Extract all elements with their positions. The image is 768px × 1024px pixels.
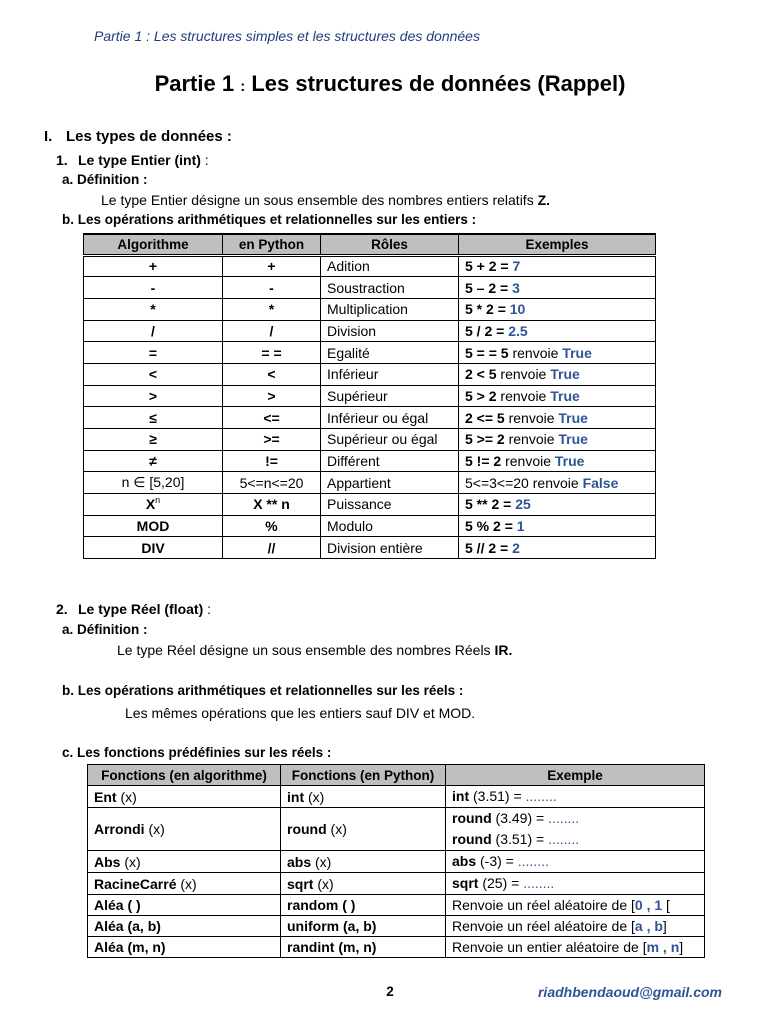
example-cell [459,298,656,320]
example-expression: 5 >= 2 [465,431,505,448]
example-result: 3 [512,279,520,296]
example-verb: renvoie [532,474,579,491]
title-part: Partie 1 [154,71,235,96]
example-verb: renvoie [500,387,547,404]
example-answer-blank: ........ [548,831,580,847]
real-functions-heading: c. Les fonctions prédéfinies sur les réels : [62,745,332,760]
table-row [84,494,656,516]
integer-definition-heading: a. Définition : [62,172,148,187]
subsection-colon: : [207,601,212,617]
python-function-cell [281,937,446,958]
algorithm-cell [84,298,223,320]
table-row [84,407,656,429]
python-function-args: (x) [317,875,334,892]
example-result: 2 [512,539,520,556]
example-cell [459,429,656,451]
range-values: a , b [634,918,663,934]
python-function-name: randint (m, n) [287,939,377,955]
python-function-args: (x) [308,788,325,805]
example-verb: renvoie [500,366,547,383]
real-definition-heading: a. Définition : [62,622,148,637]
example-function: sqrt [452,875,479,891]
header-en-python: en Python [223,234,321,255]
algorithm-cell [84,494,223,516]
integer-definition-text [101,191,550,209]
algorithm-notation: - [150,279,156,296]
python-cell [223,537,321,559]
example-cell [446,786,705,808]
python-function-name: round [287,821,327,837]
algorithm-cell [84,407,223,429]
python-function-name: uniform (a, b) [287,918,377,934]
python-function-cell [281,786,446,808]
example-result: 7 [512,258,521,275]
python-cell [223,515,321,537]
algorithm-notation: > [148,387,158,404]
example-expression: 5 % 2 = [465,518,513,535]
table-row [84,450,656,472]
range-values: m , n [646,939,680,955]
table-row [84,515,656,537]
role-cell [321,515,459,537]
python-operator: <= [263,409,280,426]
range-values: 0 , 1 [634,897,663,913]
table-row [84,320,656,342]
algorithm-function-name: Arrondi [94,821,145,837]
header-algorithme: Algorithme [84,234,223,255]
role-label: Division entière [327,539,423,556]
example-verb: renvoie [505,453,552,470]
python-cell [223,255,321,277]
python-function-cell [281,873,446,895]
python-cell [223,277,321,299]
algorithm-notation: ≥ [149,431,157,448]
python-cell [223,342,321,364]
algorithm-cell [84,363,223,385]
example-cell [459,407,656,429]
section-heading [44,128,232,146]
table-row [84,537,656,559]
python-function-name: abs [287,853,312,870]
example-cell [446,937,705,958]
table-row [88,786,705,808]
real-functions-table [87,764,705,958]
header-roles: Rôles [321,234,459,255]
example-cell [459,450,656,472]
role-cell [321,320,459,342]
role-cell [321,537,459,559]
title-text: Les structures de données (Rappel) [251,71,626,96]
example-answer-blank: ........ [548,810,580,826]
python-cell [223,363,321,385]
algorithm-cell [84,429,223,451]
table-row [84,429,656,451]
example-cell [446,895,705,916]
example-cell [459,255,656,277]
page-title [12,71,768,100]
python-cell [223,450,321,472]
example-cell [459,385,656,407]
role-label: Egalité [327,344,370,361]
example-cell [459,320,656,342]
algorithm-notation: * [150,301,156,318]
example-result: 25 [515,496,531,513]
page-number: 2 [386,984,394,999]
python-operator: != [265,453,278,470]
role-cell [321,363,459,385]
python-operator: 5<=n<=20 [239,474,304,491]
example-line [452,851,698,872]
example-result: True [558,409,588,426]
range-open-bracket: [ [631,897,635,913]
algorithm-cell [84,385,223,407]
role-label: Soustraction [327,279,405,296]
int-operations-table-body [84,255,656,559]
table-row [84,385,656,407]
range-close-bracket: ] [662,918,667,934]
python-operator: * [268,301,275,318]
python-function-args: (x) [315,853,332,870]
role-label: Puissance [327,496,392,513]
role-cell [321,277,459,299]
python-cell [223,494,321,516]
example-cell [459,472,656,494]
range-open-bracket: [ [642,939,647,955]
role-label: Inférieur [327,366,379,383]
algorithm-function-args: (x) [124,853,141,870]
role-label: Modulo [327,518,373,535]
table-header-row [88,765,705,786]
python-cell [223,407,321,429]
example-result: 2.5 [508,322,528,339]
example-result: True [562,344,592,361]
table-row [84,472,656,494]
example-result: True [550,366,580,383]
subsection-colon: : [204,152,209,168]
algorithm-function-name: RacineCarré [94,875,177,892]
example-cell [459,277,656,299]
algorithm-function-name: Aléa (m, n) [94,939,166,955]
role-label: Adition [327,258,370,275]
title-separator: : [240,78,246,95]
table-row [84,298,656,320]
algorithm-notation: / [151,322,155,339]
algorithm-notation: < [148,366,158,383]
python-function-cell [281,851,446,873]
example-result: True [554,453,585,470]
subsection-title: Le type Entier (int) [78,152,201,168]
example-line [452,808,698,829]
table-row [88,916,705,937]
algorithm-function-cell [88,851,281,873]
header-exemple: Exemple [446,765,705,786]
definition-sentence: Le type Entier désigne un sous ensemble des nombres entiers relatifs [101,192,534,208]
algorithm-notation: + [148,258,158,275]
table-row [88,895,705,916]
example-expression: 2 <= 5 [465,409,505,426]
example-function: abs [452,853,477,869]
header-fonctions-algorithme: Fonctions (en algorithme) [88,765,281,786]
range-open-bracket: [ [631,918,635,934]
section-title: Les types de données : [66,128,232,145]
role-label: Division [327,322,377,339]
python-function-cell [281,808,446,851]
python-operator: < [267,366,276,383]
definition-sentence: Le type Réel désigne un sous ensemble des nombres Réels [117,642,491,658]
algorithm-cell [84,450,223,472]
role-cell [321,385,459,407]
algorithm-function-args: (x) [180,875,197,892]
table-row [88,808,705,851]
example-expression: 2 < 5 [465,366,497,383]
example-line [452,873,698,894]
algorithm-function-cell [88,873,281,895]
section-number: I. [44,128,53,145]
example-answer-blank: ........ [525,788,557,804]
python-cell [223,298,321,320]
algorithm-cell [84,342,223,364]
algorithm-function-name: Abs [94,853,121,870]
algorithm-notation: ≠ [149,453,157,470]
algorithm-function-cell [88,916,281,937]
real-definition-text [117,641,512,659]
example-verb: renvoie [508,409,555,426]
algorithm-function-cell [88,895,281,916]
table-row [84,277,656,299]
example-call: (-3) = [480,853,514,869]
table-row [84,342,656,364]
example-function: int [452,788,470,804]
subsection-number: 1. [56,152,68,168]
algorithm-cell [84,515,223,537]
range-close-bracket: ] [679,939,684,955]
algorithm-notation: = [148,344,158,361]
algorithm-notation: DIV [141,539,165,556]
python-operator: % [265,518,278,535]
python-operator: - [269,279,274,296]
example-verb: renvoie [508,431,555,448]
example-function: round [452,810,492,826]
description-text: Renvoie un réel aléatoire de [452,897,628,913]
example-line [452,829,698,850]
python-operator: + [267,258,276,275]
role-cell [321,342,459,364]
role-label: Supérieur [327,387,388,404]
role-cell [321,255,459,277]
algorithm-cell [84,320,223,342]
range-close-bracket: [ [662,897,670,913]
example-result: True [558,431,588,448]
example-call: (25) = [482,875,520,891]
example-call: (3.51) = [495,831,545,847]
role-cell [321,494,459,516]
python-operator: = = [261,344,282,361]
author-email: riadhbendaoud@gmail.com [537,984,722,1000]
table-row [84,255,656,277]
example-expression: 5 // 2 = [465,539,509,556]
table-row [88,873,705,895]
example-expression: 5 * 2 = [465,301,506,318]
algorithm-function-cell [88,808,281,851]
exponent: n [155,495,161,506]
python-operator: X ** n [253,496,290,513]
python-operator: / [269,322,274,339]
example-result: 10 [509,301,526,318]
python-operator: >= [263,431,280,448]
subsection-number: 2. [56,601,68,617]
algorithm-function-cell [88,937,281,958]
algorithm-function-cell [88,786,281,808]
python-function-args: (x) [330,821,347,837]
example-result: 1 [516,518,525,535]
algorithm-function-name: Ent [94,788,117,805]
python-cell [223,385,321,407]
algorithm-function-name: Aléa ( ) [94,897,141,913]
example-expression: 5 + 2 = [465,258,509,275]
running-header: Partie 1 : Les structures simples et les structures des données [94,28,480,44]
table-header [84,234,656,255]
example-expression: 5 = = 5 [465,344,509,361]
definition-set-symbol: IR. [494,642,513,658]
python-cell [223,472,321,494]
example-cell [459,494,656,516]
algorithm-function-name: Aléa (a, b) [94,918,161,934]
algorithm-function-args: (x) [120,788,137,805]
real-type-heading [56,600,211,618]
example-function: round [452,831,492,847]
role-label: Inférieur ou égal [327,409,429,426]
role-cell [321,429,459,451]
example-cell [446,916,705,937]
python-function-cell [281,895,446,916]
algorithm-notation: n ∈ [5,20] [121,474,185,491]
table-row [88,851,705,873]
example-answer-blank: ........ [523,875,555,891]
header-exemples: Exemples [459,234,656,255]
role-label: Multiplication [327,301,408,318]
algorithm-cell [84,472,223,494]
example-expression: 5 != 2 [465,453,502,470]
table-row [88,937,705,958]
role-label: Appartient [327,474,391,491]
example-result: False [582,474,619,491]
example-answer-blank: ........ [517,853,549,869]
example-cell [459,515,656,537]
python-function-name: int [287,788,305,805]
example-expression: 5 > 2 [465,387,497,404]
table-header-row [84,234,656,255]
algorithm-notation: ≤ [149,409,157,426]
python-cell [223,429,321,451]
python-operator: // [267,539,276,556]
role-label: Différent [327,453,380,470]
table-header [88,765,705,786]
example-expression: 5 / 2 = [465,322,505,339]
example-expression: 5<=3<=20 [465,474,529,491]
role-cell [321,450,459,472]
table-row [84,363,656,385]
example-verb: renvoie [512,344,559,361]
python-function-cell [281,916,446,937]
example-call: (3.49) = [495,810,545,826]
example-call: (3.51) = [473,788,522,804]
role-cell [321,298,459,320]
example-cell [459,363,656,385]
python-function-name: random ( ) [287,897,356,913]
python-cell [223,320,321,342]
example-line [452,786,698,807]
python-operator: > [267,387,276,404]
real-functions-table-body [88,786,705,958]
python-function-name: sqrt [287,875,314,892]
header-fonctions-python: Fonctions (en Python) [281,765,446,786]
integer-type-heading [56,151,209,169]
example-cell [446,808,705,851]
example-expression: 5 ** 2 = [465,496,512,513]
role-cell [321,472,459,494]
example-expression: 5 – 2 = [465,279,509,296]
example-cell [446,873,705,895]
integer-operations-heading: b. Les opérations arithmétiques et relationnelles sur les entiers : [62,212,477,227]
algorithm-notation: MOD [136,518,170,535]
int-operations-table [83,233,656,559]
algorithm-notation: X [145,496,156,513]
real-operations-text: Les mêmes opérations que les entiers sauf DIV et MOD. [125,705,476,721]
algorithm-cell [84,255,223,277]
description-text: Renvoie un entier aléatoire de [452,939,639,955]
role-label: Supérieur ou égal [327,431,438,448]
example-result: True [550,387,580,404]
subsection-title: Le type Réel (float) [78,601,204,617]
definition-set-symbol: Z. [537,192,551,208]
real-operations-heading: b. Les opérations arithmétiques et relationnelles sur les réels : [62,683,464,698]
role-cell [321,407,459,429]
example-cell [459,537,656,559]
example-cell [446,851,705,873]
algorithm-cell [84,277,223,299]
description-text: Renvoie un réel aléatoire de [452,918,628,934]
example-cell [459,342,656,364]
algorithm-cell [84,537,223,559]
algorithm-function-args: (x) [148,821,165,837]
